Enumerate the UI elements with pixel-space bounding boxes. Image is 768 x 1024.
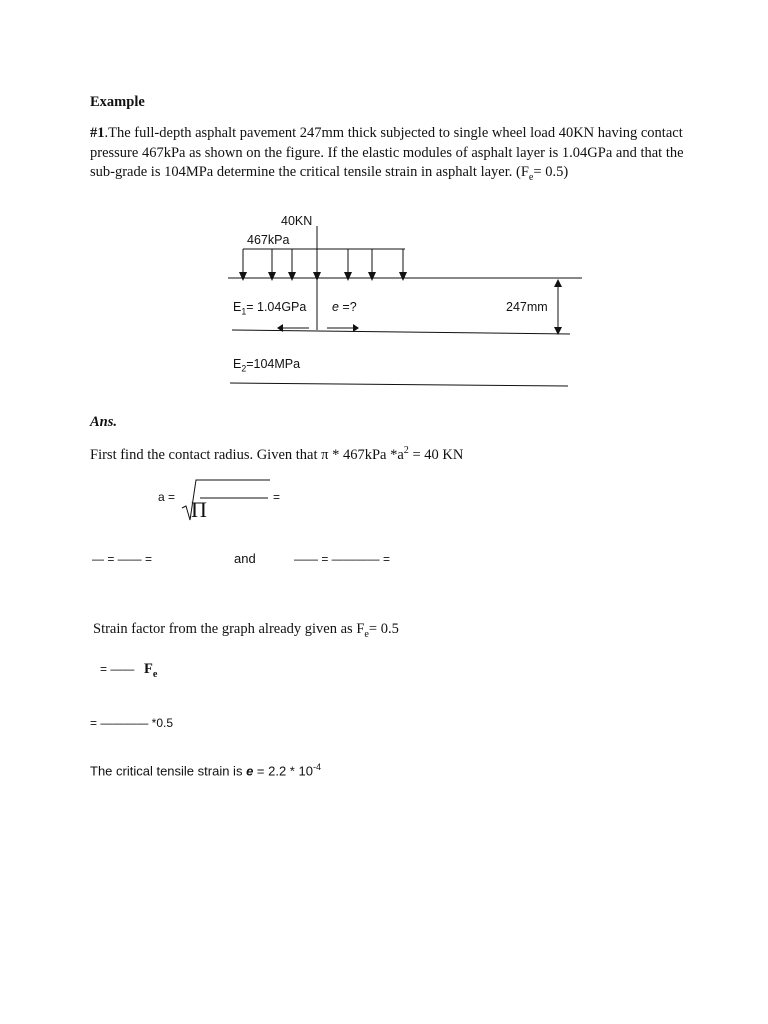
pressure-label: 467kPa [247,233,290,247]
problem-text: .The full-depth asphalt pavement 247mm thick subjected to single wheel load 40KN having contact pressure 467kPa as shown on the figure. If the elastic modules of asphalt layer is 1.04GPa and that the sub-grade is 104MPa determine the critical tensile strain in asphalt layer. [90,125,684,180]
e2-label: $E_2=104MPa$ [233,357,301,374]
problem-number: #1 [90,125,105,141]
fe-equation: = —— $F_e$ [100,661,158,680]
pavement-figure [0,0,768,400]
ratio-right: —— = ———— = [294,552,391,566]
example-heading: Example [90,94,145,110]
load-label: 40KN [281,214,313,228]
result-line: The critical tensile strain is $e = 2.2 * 10^{-4}$ [90,762,322,779]
pi-symbol: Π [191,497,207,522]
strain-unknown-label: e =? [332,300,357,314]
ratio-left: — = —— = [92,552,153,566]
strain-factor-line: Strain factor from the graph already given as $F_e= 0.5$ [93,621,399,640]
fe-given-sub: e [528,171,534,183]
fe-given-open: (F [512,164,529,180]
answer-label: Ans. [90,414,118,430]
a-eq-end: = [273,490,281,504]
strain-equation: = ———— *0.5 [90,716,174,730]
a-equals: a = [158,490,176,504]
and-text: and [234,551,256,566]
e1-label: $E_1= 1.04GPa$ [233,300,307,317]
thickness-label: 247mm [506,300,548,314]
fe-given-close: = 0.5) [533,164,569,180]
contact-radius-line: First find the contact radius. Given that π * 467kPa $*a^2 = 40$ KN [90,445,464,463]
